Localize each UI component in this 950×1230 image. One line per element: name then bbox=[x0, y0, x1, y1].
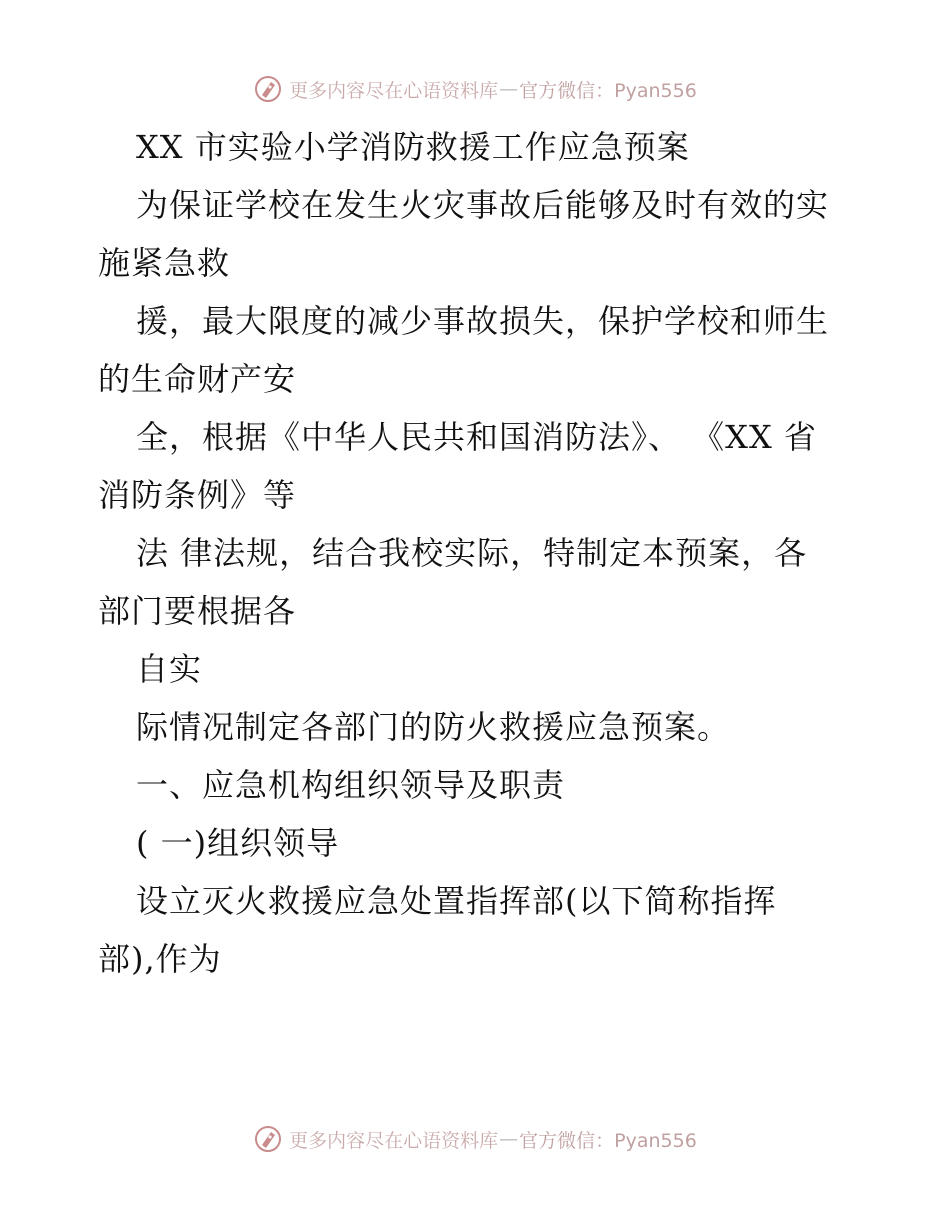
paragraph-line: 部门要根据各 bbox=[98, 592, 297, 630]
watermark-brand-text: 更多内容尽在心语资料库 bbox=[289, 79, 499, 102]
paragraph-line: 设立灭火救援应急处置指挥部(以下简称指挥 bbox=[136, 882, 777, 920]
paragraph-line: 的生命财产安 bbox=[98, 360, 297, 398]
watermark-dash: — bbox=[499, 1128, 519, 1150]
paragraph-line: 部),作为 bbox=[98, 940, 222, 978]
subsection-heading: ( 一)组织领导 bbox=[136, 824, 340, 862]
paragraph-line: 为保证学校在发生火灾事故后能够及时有效的实 bbox=[136, 186, 830, 224]
watermark-dash: — bbox=[499, 78, 519, 100]
watermark-contact-text: 官方微信：Pyan556 bbox=[519, 1129, 697, 1152]
paragraph-line: 施紧急救 bbox=[98, 244, 231, 282]
header-watermark bbox=[0, 74, 950, 104]
paragraph-line: 法 律法规，结合我校实际，特制定本预案，各 bbox=[136, 534, 808, 572]
paragraph-line: 自实 bbox=[136, 650, 203, 688]
paragraph-line: 援，最大限度的减少事故损失，保护学校和师生 bbox=[136, 302, 830, 340]
document-title: XX 市实验小学消防救援工作应急预案 bbox=[136, 128, 690, 166]
watermark-contact-text: 官方微信：Pyan556 bbox=[519, 79, 697, 102]
pen-nib-logo-icon bbox=[253, 74, 283, 104]
paragraph-line: 际情况制定各部门的防火救援应急预案。 bbox=[136, 708, 731, 746]
pen-nib-logo-icon bbox=[253, 1124, 283, 1154]
document-body bbox=[98, 118, 858, 988]
paragraph-line: 全，根据《中华人民共和国消防法》、 《XX 省 bbox=[136, 418, 817, 456]
section-heading: 一、应急机构组织领导及职责 bbox=[136, 766, 566, 804]
paragraph-line: 消防条例》等 bbox=[98, 476, 297, 514]
footer-watermark bbox=[0, 1124, 950, 1154]
watermark-brand-text: 更多内容尽在心语资料库 bbox=[289, 1129, 499, 1152]
